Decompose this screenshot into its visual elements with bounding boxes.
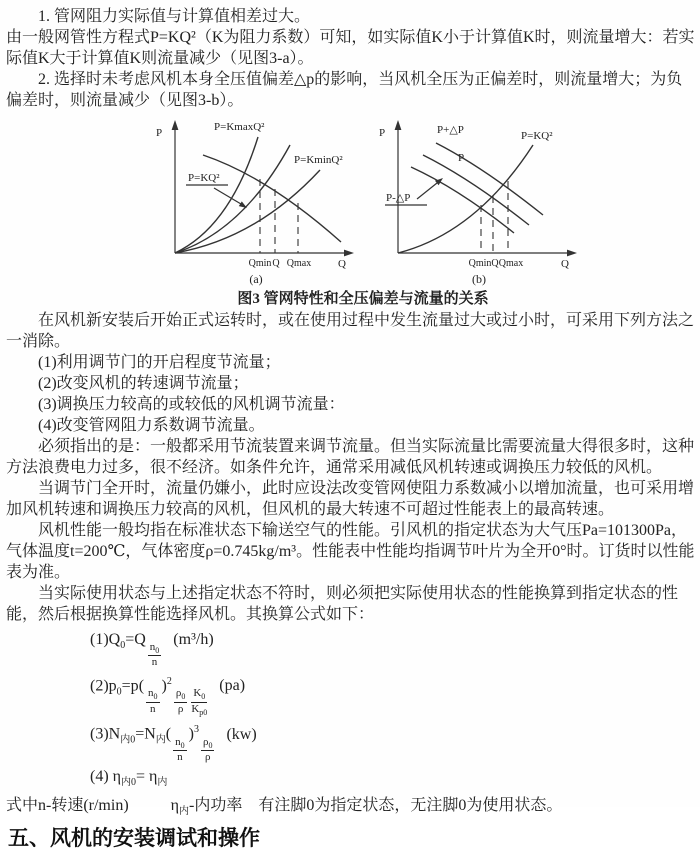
curve-p-plus-label: P+△P [437, 124, 464, 136]
formula-term: p [108, 677, 117, 695]
fraction-numerator: K [193, 687, 202, 700]
formula-term: = η [136, 767, 158, 785]
formula-subscript: 内 [155, 734, 166, 746]
diagram-a [148, 115, 363, 287]
formula-unit: (m³/h) [173, 631, 214, 648]
fraction [173, 736, 187, 764]
tick-qmax: Qmax [498, 258, 524, 269]
note-power-definition: -内功率 [189, 796, 243, 814]
formula-number: (4) [90, 767, 109, 785]
curve-kmax [175, 137, 258, 253]
formula-subscript: 0 [208, 740, 213, 750]
fraction-denominator: n [150, 702, 156, 715]
body-paragraph-4: 风机性能一般均指在标准状态下输送空气的性能。引风机的指定状态为大气压Pa=101300Pa，气体温度t=200℃，气体密度ρ=0.745kg/m³。性能表中性能均指调节叶片为全开0°时。订货时以性能表为准。 [6, 522, 695, 581]
method-item-4: (4)改变管网阻力系数调节流量。 [38, 417, 265, 434]
curve-p-label: P [458, 152, 465, 164]
fraction [201, 736, 215, 764]
formula-term: N [108, 725, 121, 743]
curve-kmin-label: P=KminQ² [294, 154, 343, 166]
tick-qmin: Qmin [468, 258, 492, 269]
body-paragraph-1: 在风机新安装后开始正式运转时，或在使用过程中发生流量过大或过小时，可采用下列方法之一消除。 [6, 312, 695, 350]
fraction-denominator: n [177, 750, 183, 763]
formula-subscript: 内0 [120, 734, 136, 746]
diagram-b-label: (b) [472, 272, 486, 286]
tick-qmin: Qmin [248, 258, 272, 269]
formula-4 [90, 766, 696, 793]
intro-item-1-body: 由一般网管性方程式P=KQ²（K为阻力系数）可知，如实际值K小于计算值K时，则流量增大：若实际值K大于计算值K则流量减少（见图3-a）。 [6, 29, 695, 67]
paren-close: ) [188, 725, 194, 743]
x-axis-arrow-icon [567, 250, 577, 257]
intro-item-1: 1. 管网阻力实际值与计算值相差过大。 [38, 8, 311, 25]
fraction-numerator: n [149, 641, 156, 654]
diagram-b [371, 115, 586, 287]
y-axis-label: P [156, 127, 163, 139]
formula-1 [90, 629, 696, 669]
formula-term: Q [108, 631, 121, 648]
formula-subscript: 0 [116, 686, 122, 698]
y-axis-label: P [379, 127, 386, 139]
diagram-a-label: (a) [249, 272, 263, 286]
method-item-2: (2)改变风机的转速调节流量； [38, 375, 249, 392]
formula-subscript: 内0 [121, 776, 137, 788]
formula-exponent: 3 [193, 724, 199, 736]
curve-k-label: P=KQ² [188, 172, 220, 184]
note-eta-symbol: η [170, 796, 180, 814]
formula-subscript: 内 [157, 776, 168, 788]
formula-unit: (kw) [226, 725, 257, 743]
formula-unit: (pa) [219, 677, 246, 695]
method-item-3: (3)调换压力较高的或较低的风机调节流量： [38, 396, 345, 413]
formula-3 [90, 719, 696, 763]
curve-kmax-label: P=KmaxQ² [214, 121, 265, 133]
formula-2 [90, 671, 696, 717]
x-axis-label: Q [561, 258, 569, 270]
fraction [148, 641, 162, 669]
paren-open: ( [165, 725, 172, 743]
tick-qmax: Qmax [286, 258, 312, 269]
formula-exponent: 2 [166, 676, 172, 688]
kq-label-arrowhead-icon [239, 201, 247, 208]
y-axis-arrow-icon [395, 120, 402, 130]
fraction [146, 687, 160, 715]
tick-q: Q [272, 258, 280, 269]
note-speed-definition: 式中n-转速(r/min) [6, 796, 129, 814]
x-axis-label: Q [338, 258, 346, 270]
fraction [191, 687, 207, 717]
fraction-numerator: n [175, 735, 181, 748]
paren-close: ) [161, 677, 167, 695]
body-paragraph-2: 必须指出的是：一般都采用节流装置来调节流量。但当实际流量比需要流量大得很多时，这种方法浪费电力过多，很不经济。如条件允许，通常采用减低风机转速或调换压力较低的风机。 [6, 438, 695, 476]
formula-term: =Q [125, 631, 146, 648]
fraction-denominator: K [191, 702, 200, 715]
tick-q: Q [491, 258, 499, 269]
formula-subscript: 0 [153, 692, 158, 702]
curve-kq-label: P=KQ² [521, 130, 553, 142]
body-paragraph-3: 当调节门全开时，流量仍嫌小，此时应设法改变管网使阻力系数减小以增加流量，也可采用增加风机转速和调换压力较高的风机，但风机的最大转速不可超过性能表上的最高转速。 [6, 480, 695, 518]
fraction-denominator: ρ [177, 702, 184, 715]
fraction-numerator: ρ [202, 735, 209, 748]
kq-label-arrow-line [214, 188, 241, 204]
curve-p-minus-label: P-△P [386, 192, 411, 204]
fraction-numerator: ρ [175, 687, 182, 700]
intro-item-2: 2. 选择时未考虑风机本身全压值偏差△p的影响，当风机全压为正偏差时，则流量增大；为负偏差时，则流量减少（见图3-b）。 [6, 71, 683, 109]
fan-performance-curve [203, 155, 341, 242]
formula-term: η [112, 767, 122, 785]
formula-subscript: 0 [155, 646, 160, 656]
formula-subscript: 0 [120, 640, 126, 652]
method-item-1: (1)利用调节门的开启程度节流量； [38, 354, 281, 371]
fraction-numerator: n [148, 687, 154, 700]
formula-block [90, 629, 696, 793]
formula-subscript: 0 [180, 740, 185, 750]
note-eta-subscript: 内 [179, 805, 190, 817]
y-axis-arrow-icon [172, 120, 179, 130]
figure-caption: 图3 管网特性和全压偏差与流量的关系 [237, 291, 489, 307]
formula-note [6, 795, 696, 822]
fraction-denominator: ρ [204, 750, 211, 763]
figure-3 [6, 115, 696, 310]
paren-open: ( [138, 677, 145, 695]
curve-kq [398, 145, 533, 253]
formula-number: (3) [90, 725, 109, 743]
formula-term: =p [121, 677, 139, 695]
fraction-denominator: n [151, 656, 158, 669]
body-paragraph-5: 当实际使用状态与上述指定状态不符时，则必须把实际使用状态的性能换算到指定状态的性能，然后根据换算性能选择风机。其换算公式如下： [6, 585, 679, 623]
section-heading: 五、风机的安装调试和操作 [8, 825, 260, 850]
formula-subscript: 0 [181, 692, 186, 702]
formula-term: =N [135, 725, 156, 743]
figure-3-diagrams [148, 115, 696, 287]
formula-subscript: p0 [199, 708, 208, 717]
p-minus-label-arrow-line [417, 183, 437, 199]
fraction [174, 687, 188, 715]
formula-subscript: 0 [201, 692, 206, 702]
x-axis-arrow-icon [344, 250, 354, 257]
formula-number: (1) [90, 631, 109, 648]
formula-number: (2) [90, 677, 109, 695]
note-footnote-explanation: 有注脚0为指定状态，无注脚0为使用状态。 [258, 796, 563, 814]
